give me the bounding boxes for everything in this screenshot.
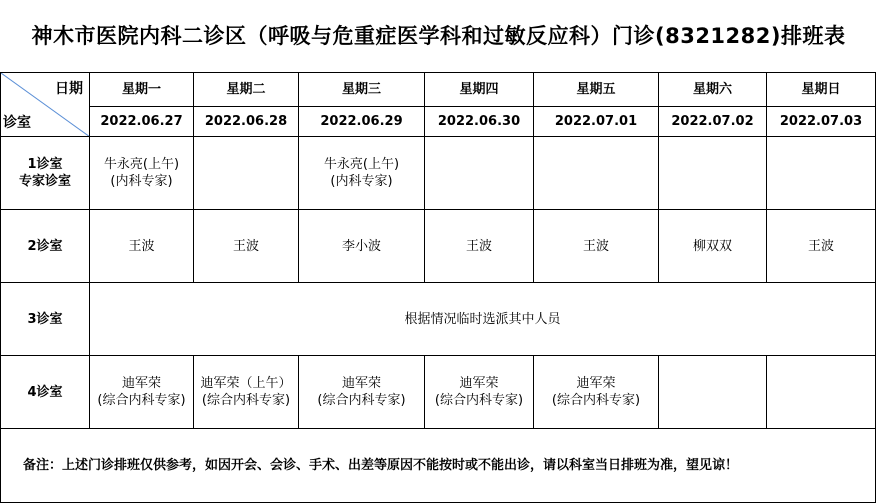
schedule-cell (534, 356, 659, 429)
corner-room-label: 诊室 (3, 115, 31, 131)
doctor-title: (内科专家) (330, 174, 393, 189)
schedule-cell (425, 356, 534, 429)
room-label: 3诊室 (1, 283, 90, 356)
doctor-name: 迪军荣 (121, 376, 161, 391)
doctor-name: 牛永亮(上午) (103, 157, 180, 172)
doctor-title: (综合内科专家) (317, 393, 406, 408)
schedule-cell (299, 356, 425, 429)
date-header-row (1, 107, 876, 137)
schedule-cell: 王波 (90, 210, 194, 283)
day-header: 星期六 (659, 73, 767, 107)
room-label: 2诊室 (1, 210, 90, 283)
doctor-name: 迪军荣 (459, 376, 499, 391)
doctor-name: 牛永亮(上午) (323, 157, 400, 172)
schedule-cell: 王波 (425, 210, 534, 283)
corner-date-label: 日期 (55, 81, 83, 97)
schedule-cell: 王波 (767, 210, 876, 283)
date-header: 2022.07.03 (767, 107, 876, 137)
day-header: 星期日 (767, 73, 876, 107)
merged-schedule-cell: 根据情况临时选派其中人员 (90, 283, 876, 356)
date-header: 2022.06.29 (299, 107, 425, 137)
schedule-cell: 王波 (194, 210, 299, 283)
day-header-row (1, 73, 876, 107)
doctor-title: (综合内科专家) (551, 393, 641, 408)
room-type: 专家诊室 (18, 174, 71, 189)
date-header: 2022.06.28 (194, 107, 299, 137)
page-title: 神木市医院内科二诊区（呼吸与危重症医学科和过敏反应科）门诊(8321282)排班表 (31, 24, 846, 48)
schedule-table (0, 72, 876, 503)
doctor-title: (内科专家) (110, 174, 173, 189)
schedule-cell: 王波 (534, 210, 659, 283)
room-label (1, 137, 90, 210)
schedule-cell: 柳双双 (659, 210, 767, 283)
schedule-cell (90, 356, 194, 429)
doctor-name: 迪军荣 (341, 376, 381, 391)
doctor-name: 迪军荣（上午） (200, 376, 292, 391)
note-text: 备注：上述门诊排班仅供参考，如因开会、会诊、手术、出差等原因不能按时或不能出诊，请以科室当日排班为准，望见谅！ (1, 429, 876, 503)
schedule-cell (767, 356, 876, 429)
note-row (1, 429, 876, 503)
schedule-cell (194, 356, 299, 429)
day-header: 星期五 (534, 73, 659, 107)
schedule-cell (659, 356, 767, 429)
date-header: 2022.07.02 (659, 107, 767, 137)
room-label: 4诊室 (1, 356, 90, 429)
doctor-title: (综合内科专家) (201, 393, 291, 408)
schedule-cell (534, 137, 659, 210)
schedule-cell (194, 137, 299, 210)
day-header: 星期一 (90, 73, 194, 107)
doctor-title: (综合内科专家) (97, 393, 186, 408)
schedule-cell (659, 137, 767, 210)
corner-cell (1, 73, 90, 137)
table-row (1, 283, 876, 356)
doctor-name: 迪军荣 (576, 376, 616, 391)
table-row (1, 356, 876, 429)
date-header: 2022.06.27 (90, 107, 194, 137)
schedule-cell (90, 137, 194, 210)
room-name: 1诊室 (27, 157, 63, 172)
day-header: 星期二 (194, 73, 299, 107)
doctor-title: (综合内科专家) (434, 393, 524, 408)
table-row (1, 137, 876, 210)
schedule-cell (767, 137, 876, 210)
day-header: 星期三 (299, 73, 425, 107)
table-row (1, 210, 876, 283)
schedule-cell (299, 137, 425, 210)
schedule-cell: 李小波 (299, 210, 425, 283)
day-header: 星期四 (425, 73, 534, 107)
date-header: 2022.06.30 (425, 107, 534, 137)
date-header: 2022.07.01 (534, 107, 659, 137)
schedule-cell (425, 137, 534, 210)
